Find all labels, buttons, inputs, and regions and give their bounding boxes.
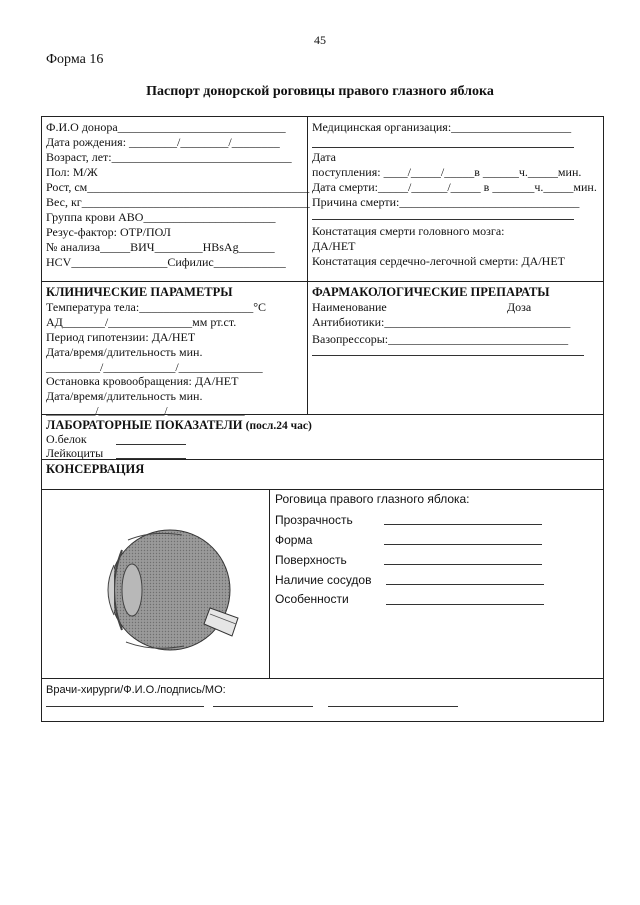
donor-height-field: Рост, см_____________________________________ (46, 180, 310, 194)
surface-input-line (384, 564, 542, 565)
surgeons-label: Врачи-хирурги/Ф.И.О./подпись/МО: (46, 684, 226, 696)
donor-blood-group-field: Группа крови АВО______________________ (46, 210, 276, 224)
hypotension-duration-label: Дата/время/длительность мин. (46, 345, 203, 359)
page-title: Паспорт донорской роговицы правого глазного яблока (146, 84, 494, 99)
column-divider-top (307, 116, 308, 414)
row-divider-4 (41, 489, 604, 490)
row-divider-3 (41, 459, 604, 460)
lab-heading (46, 418, 312, 433)
features-input-line (386, 604, 544, 605)
row-divider-1 (41, 281, 604, 282)
surgeon-signature-line-1 (46, 706, 204, 707)
donor-name-field: Ф.И.О донора____________________________ (46, 120, 286, 134)
transparency-input-line (384, 524, 542, 525)
shape-input-line (384, 544, 542, 545)
surface-label: Поверхность (275, 553, 347, 567)
lab-heading-note: (посл.24 час) (245, 420, 312, 432)
cornea-heading: Роговица правого глазного яблока: (275, 492, 470, 506)
admission-label: Дата (312, 150, 336, 164)
death-date-field: Дата смерти:_____/______/_____ в _______ч._____мин. (312, 180, 597, 194)
pharma-name-column: Наименование (312, 300, 387, 314)
protein-label: О.белок (46, 432, 87, 446)
leukocytes-label: Лейкоциты (46, 446, 104, 460)
donor-age-field: Возраст, лет:______________________________ (46, 150, 292, 164)
pharma-heading: ФАРМАКОЛОГИЧЕСКИЕ ПРЕПАРАТЫ (312, 285, 550, 299)
lab-heading-text: ЛАБОРАТОРНЫЕ ПОКАЗАТЕЛИ (46, 418, 243, 432)
donor-rhesus-field: Резус-фактор: ОТР/ПОЛ (46, 225, 171, 239)
cardiac-arrest-field: Остановка кровообращения: ДА/НЕТ (46, 374, 239, 388)
cardiac-arrest-duration-field: _________/____________/______________ (46, 405, 245, 417)
page-number: 45 (314, 33, 326, 47)
cardio-death-field: Констатация сердечно-легочной смерти: ДА/НЕТ (312, 254, 565, 268)
features-label: Особенности (275, 592, 349, 606)
eyeball-shape (108, 530, 230, 650)
brain-death-label: Констатация смерти головного мозга: (312, 224, 505, 238)
protein-input-line (116, 444, 186, 445)
form-label: Форма 16 (46, 52, 104, 67)
body-temperature-field: Температура тела:___________________°C (46, 300, 266, 314)
blood-pressure-field: АД_______/______________мм рт.ст. (46, 315, 237, 329)
vasopressors-extra-line (312, 355, 584, 356)
row-divider-5 (41, 678, 604, 679)
surgeon-signature-line-3 (328, 706, 458, 707)
leukocytes-input-line (116, 458, 186, 459)
surgeon-signature-line-2 (213, 706, 313, 707)
donor-weight-field: Вес, кг______________________________________ (46, 195, 310, 209)
organization-extra-line (312, 147, 574, 148)
vessels-label: Наличие сосудов (275, 573, 372, 587)
donor-sex-field: Пол: М/Ж (46, 165, 98, 179)
hypotension-field: Период гипотензии: ДА/НЕТ (46, 330, 196, 344)
donor-analysis-field: № анализа_____ВИЧ________HBsAg______ (46, 240, 275, 254)
vasopressors-field: Вазопрессоры:______________________________ (312, 332, 569, 346)
shape-label: Форма (275, 533, 313, 547)
antibiotics-field: Антибиотики:_______________________________ (312, 315, 571, 329)
eye-diagram (92, 510, 252, 670)
admission-date-field: поступления: ____/_____/_____в ______ч._____мин. (312, 165, 582, 179)
clinical-heading: КЛИНИЧЕСКИЕ ПАРАМЕТРЫ (46, 285, 233, 299)
donor-hcv-field: HCV________________Сифилис____________ (46, 255, 286, 269)
column-divider-bottom (269, 489, 270, 678)
donor-birthdate-field: Дата рождения: ________/________/________ (46, 135, 280, 149)
cardiac-arrest-duration-label: Дата/время/длительность мин. (46, 389, 203, 403)
brain-death-value: ДА/НЕТ (312, 239, 356, 253)
vessels-input-line (386, 584, 544, 585)
death-cause-field: Причина смерти:______________________________ (312, 195, 580, 209)
hypotension-duration-field: _________/____________/______________ (46, 360, 263, 374)
conservation-heading: КОНСЕРВАЦИЯ (46, 462, 145, 476)
transparency-label: Прозрачность (275, 513, 353, 527)
pharma-dose-column: Доза (507, 300, 532, 314)
organization-field: Медицинская организация:____________________ (312, 120, 572, 134)
death-cause-extra-line (312, 219, 574, 220)
